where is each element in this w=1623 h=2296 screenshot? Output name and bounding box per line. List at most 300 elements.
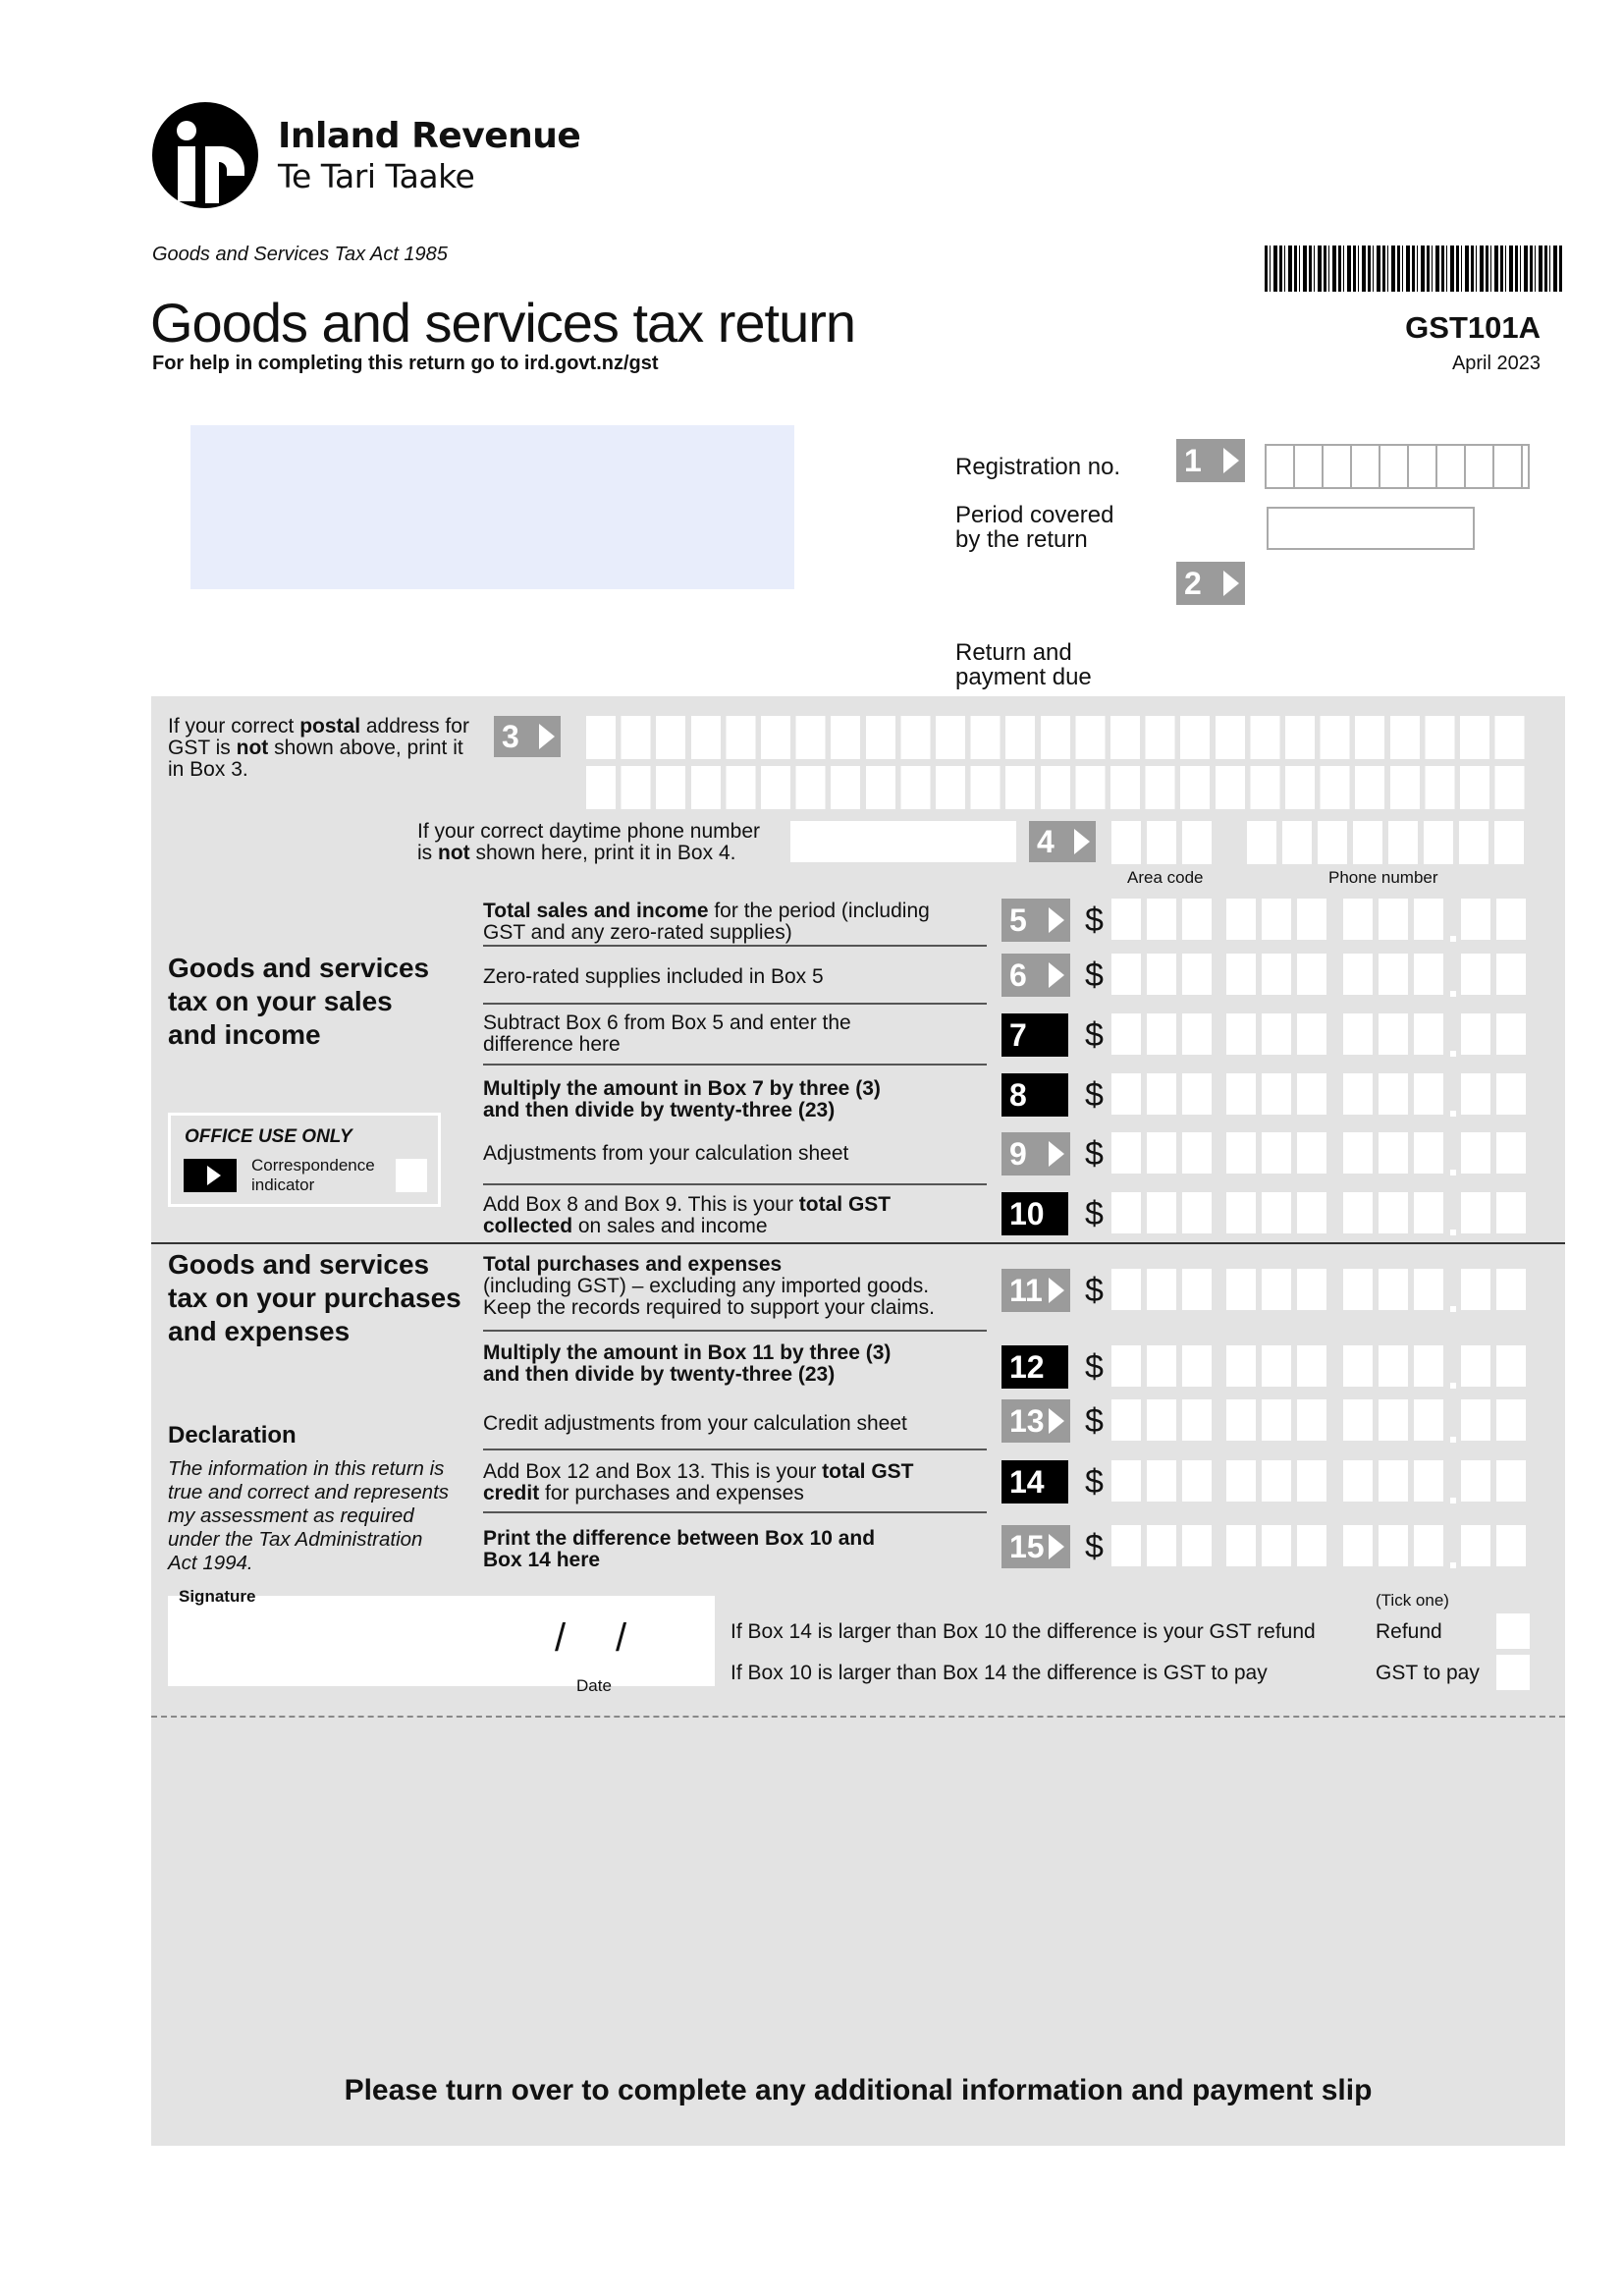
box-13-number: 13 [1009,1403,1045,1439]
digit-cell[interactable] [1111,1345,1141,1387]
digit-cell[interactable] [1414,1073,1443,1115]
box-6-number: 6 [1009,957,1027,993]
box-15-number: 15 [1009,1529,1045,1564]
pay-label: GST to pay [1376,1662,1480,1684]
digit-cell[interactable] [1226,1525,1256,1566]
phone-text: is [417,842,438,864]
help-text: For help in completing this return go to ird.govt.nz/gst [152,353,659,374]
phone-preprint-field [790,821,1016,862]
box-10-text-bold: total GST [798,1193,892,1216]
office-arrow-icon [184,1159,237,1192]
box-13-amount-field[interactable] [1111,1399,1530,1443]
declaration-line: my assessment as required [168,1504,414,1527]
dollar-sign: $ [1085,1272,1104,1309]
act-reference: Goods and Services Tax Act 1985 [152,244,448,265]
postal-text: in Box 3. [168,758,248,781]
decimal-point [1450,1170,1456,1175]
refund-checkbox[interactable] [1496,1613,1530,1649]
section-divider [151,1242,1565,1244]
box-14-amount-field[interactable] [1111,1460,1530,1503]
digit-cell[interactable] [1461,1460,1490,1502]
period-label-line2: by the return [955,526,1088,553]
page-title: Goods and services tax return [150,292,856,354]
digit-cell[interactable] [1414,1132,1443,1174]
digit-cell[interactable] [1182,1073,1212,1115]
date-label: Date [576,1676,612,1695]
digit-cell[interactable] [1182,1269,1212,1310]
box-4-badge [1029,821,1096,862]
digit-cell[interactable] [1147,1013,1176,1055]
postal-text: shown above, print it [268,737,463,759]
decimal-point [1450,1051,1456,1057]
ird-logo [151,101,259,209]
purchases-section-title [168,1248,461,1348]
dollar-sign: $ [1085,1195,1104,1232]
digit-cell[interactable] [1182,954,1212,995]
digit-cell[interactable] [1262,954,1291,995]
box-11-text: Keep the records required to support your claims. [483,1296,935,1319]
barcode [1265,246,1564,292]
box-11-amount-field[interactable] [1111,1269,1530,1312]
period-field[interactable] [1267,507,1475,550]
box-7-text: Subtract Box 6 from Box 5 and enter the [483,1011,851,1034]
box-15-label [483,1528,875,1571]
digit-cell[interactable] [1496,1013,1526,1055]
digit-cell[interactable] [1147,1525,1176,1566]
purchases-title-line: and expenses [168,1316,351,1346]
dollar-sign: $ [1085,1135,1104,1173]
date-slash-2: / [616,1616,627,1660]
box-6-label: Zero-rated supplies included in Box 5 [483,965,824,988]
box-11-label [483,1254,935,1319]
dollar-sign: $ [1085,1348,1104,1386]
due-label-line2: payment due [955,664,1092,690]
sales-title-line: and income [168,1019,321,1050]
digit-cell[interactable] [1147,1073,1176,1115]
box-11-text: (including GST) – excluding any imported goods. [483,1275,930,1297]
digit-cell[interactable] [1297,1192,1326,1233]
box-8-badge [1001,1073,1068,1117]
postal-instruction [168,716,469,781]
digit-cell[interactable] [1461,1132,1490,1174]
phone-text: If your correct daytime phone number [417,820,761,843]
form-code: GST101A [1405,310,1541,345]
area-code-label: Area code [1127,868,1204,887]
box-12-text: Multiply the amount in Box 11 by three (3) [483,1341,892,1364]
digit-cell[interactable] [1226,1192,1256,1233]
sales-title-line: Goods and services [168,953,430,983]
digit-cell[interactable] [1343,1192,1373,1233]
digit-cell[interactable] [1147,1132,1176,1174]
digit-cell[interactable] [1262,1013,1291,1055]
digit-cell[interactable] [1226,1269,1256,1310]
dollar-sign: $ [1085,957,1104,994]
digit-cell[interactable] [1461,1525,1490,1566]
declaration-line: The information in this return is [168,1457,445,1480]
digit-cell[interactable] [1226,899,1256,940]
digit-cell[interactable] [1262,1132,1291,1174]
office-use-box [168,1113,441,1207]
box-7-badge [1001,1013,1068,1057]
box-8-number: 8 [1009,1077,1027,1113]
digit-cell[interactable] [1414,899,1443,940]
postal-text-bold: not [236,737,269,759]
box-4-number: 4 [1037,824,1055,859]
digit-cell[interactable] [1147,954,1176,995]
digit-cell[interactable] [1379,1345,1408,1387]
digit-cell[interactable] [1461,1399,1490,1441]
purchases-title-line: tax on your purchases [168,1283,461,1313]
box-7-label [483,1012,851,1056]
digit-cell[interactable] [1111,899,1141,940]
box-10-text-bold: collected [483,1215,573,1237]
org-name-maori: Te Tari Taake [278,157,475,195]
pay-text: If Box 10 is larger than Box 14 the difference is GST to pay [730,1662,1268,1684]
digit-cell[interactable] [1343,1073,1373,1115]
box-9-amount-field[interactable] [1111,1132,1530,1175]
digit-cell[interactable] [1496,1345,1526,1387]
registration-label: Registration no. [955,454,1121,480]
box-13-badge [1001,1399,1070,1443]
digit-cell[interactable] [1226,954,1256,995]
row-divider [483,1003,987,1005]
digit-cell[interactable] [1414,1460,1443,1502]
box-8-label [483,1078,881,1121]
digit-cell[interactable] [1297,1399,1326,1441]
digit-cell[interactable] [1111,1013,1141,1055]
box-14-text: for purchases and expenses [539,1482,804,1504]
box-14-text: Add Box 12 and Box 13. This is your [483,1460,823,1483]
digit-cell[interactable] [1111,1460,1141,1502]
digit-cell[interactable] [1147,1460,1176,1502]
office-use-title: OFFICE USE ONLY [185,1126,352,1147]
digit-cell[interactable] [1461,899,1490,940]
postal-text: GST is [168,737,237,759]
digit-cell[interactable] [1182,1525,1212,1566]
declaration-line: Act 1994. [168,1552,253,1574]
digit-cell[interactable] [1343,1399,1373,1441]
phone-number-label: Phone number [1328,868,1438,887]
digit-cell[interactable] [1182,1460,1212,1502]
box-10-number: 10 [1009,1196,1045,1231]
box-8-amount-field[interactable] [1111,1073,1530,1117]
due-label [955,640,1092,689]
box-10-text: Add Box 8 and Box 9. This is your [483,1193,799,1216]
digit-cell[interactable] [1414,954,1443,995]
box-14-number: 14 [1009,1464,1045,1500]
digit-cell[interactable] [1111,1192,1141,1233]
ird-logo-icon [151,101,259,209]
box-10-label [483,1194,891,1237]
digit-cell[interactable] [1111,954,1141,995]
digit-cell[interactable] [1226,1013,1256,1055]
digit-cell[interactable] [1414,1269,1443,1310]
decimal-point [1450,1498,1456,1503]
digit-cell[interactable] [1297,1525,1326,1566]
digit-cell[interactable] [1182,1399,1212,1441]
digit-cell[interactable] [1343,1525,1373,1566]
box-15-amount-field[interactable] [1111,1525,1530,1568]
row-divider [483,1330,987,1332]
refund-label: Refund [1376,1620,1442,1643]
digit-cell[interactable] [1147,1399,1176,1441]
dollar-sign: $ [1085,902,1104,939]
digit-cell[interactable] [1414,1345,1443,1387]
box-12-amount-field[interactable] [1111,1345,1530,1389]
digit-cell[interactable] [1461,954,1490,995]
digit-cell[interactable] [1461,1269,1490,1310]
postal-address-line2[interactable] [586,766,1527,809]
phone-instruction [417,821,760,864]
sales-title-line: tax on your sales [168,986,393,1016]
decimal-point [1450,1306,1456,1312]
row-divider [483,1449,987,1450]
digit-cell[interactable] [1461,1073,1490,1115]
postal-address-line1[interactable] [586,716,1527,759]
box-1-number: 1 [1184,443,1202,478]
box-6-amount-field[interactable] [1111,954,1530,997]
declaration-line: true and correct and represents [168,1481,450,1503]
box-2-badge [1176,562,1245,605]
digit-cell[interactable] [1414,1399,1443,1441]
digit-cell[interactable] [1379,1073,1408,1115]
row-divider [483,1511,987,1513]
digit-cell[interactable] [1226,1399,1256,1441]
digit-cell[interactable] [1182,1345,1212,1387]
decimal-point [1450,1383,1456,1389]
correspondence-line: Correspondence [251,1156,375,1175]
digit-cell[interactable] [1111,1269,1141,1310]
area-code-field[interactable] [1111,821,1214,864]
correspondence-label [251,1156,375,1195]
box-10-badge [1001,1192,1068,1235]
row-divider [483,945,987,947]
dollar-sign: $ [1085,1528,1104,1565]
digit-cell[interactable] [1226,1073,1256,1115]
box-10-text: on sales and income [572,1215,768,1237]
org-name: Inland Revenue [278,116,581,156]
digit-cell[interactable] [1379,1269,1408,1310]
digit-cell[interactable] [1496,1192,1526,1233]
digit-cell[interactable] [1262,1345,1291,1387]
declaration-text [168,1457,449,1575]
digit-cell[interactable] [1343,1132,1373,1174]
phone-text-bold: not [438,842,470,864]
digit-cell[interactable] [1379,1132,1408,1174]
box-14-badge [1001,1460,1068,1503]
box-11-number: 11 [1009,1273,1043,1308]
digit-cell[interactable] [1111,1132,1141,1174]
decimal-point [1450,936,1456,942]
dollar-sign: $ [1085,1463,1104,1501]
box-11-text-bold: Total purchases and expenses [483,1253,783,1276]
digit-cell[interactable] [1147,1345,1176,1387]
digit-cell[interactable] [1343,1013,1373,1055]
digit-cell[interactable] [1414,1525,1443,1566]
sales-section-title [168,952,429,1052]
digit-cell[interactable] [1262,1399,1291,1441]
declaration-line: under the Tax Administration [168,1528,423,1551]
decimal-point [1450,1111,1456,1117]
box-5-text-bold: Total sales and income [483,900,709,922]
digit-cell[interactable] [1297,1460,1326,1502]
digit-cell[interactable] [1147,1269,1176,1310]
tick-one-label: (Tick one) [1376,1591,1449,1610]
correspondence-indicator-checkbox[interactable] [396,1159,427,1192]
box-8-text: Multiply the amount in Box 7 by three (3) [483,1077,881,1100]
digit-cell[interactable] [1262,1269,1291,1310]
box-6-badge [1001,954,1070,997]
digit-cell[interactable] [1182,1132,1212,1174]
dollar-sign: $ [1085,1076,1104,1114]
address-window [190,425,794,589]
box-5-amount-field[interactable] [1111,899,1530,942]
box-3-number: 3 [502,719,519,754]
digit-cell[interactable] [1297,899,1326,940]
box-15-badge [1001,1525,1070,1568]
digit-cell[interactable] [1111,1073,1141,1115]
form-date: April 2023 [1451,353,1541,374]
digit-cell[interactable] [1297,1073,1326,1115]
digit-cell[interactable] [1297,1269,1326,1310]
purchases-title-line: Goods and services [168,1249,430,1280]
digit-cell[interactable] [1343,954,1373,995]
period-label [955,503,1113,552]
due-label-line1: Return and [955,639,1072,666]
turn-over-note: Please turn over to complete any additional information and payment slip [344,2074,1373,2106]
digit-cell[interactable] [1111,1525,1141,1566]
box-15-text: Print the difference between Box 10 and [483,1527,876,1550]
signature-date-box[interactable] [168,1596,715,1686]
postal-text-bold: postal [299,715,361,738]
box-12-number: 12 [1009,1349,1045,1385]
box-5-number: 5 [1009,902,1027,938]
gst-to-pay-checkbox[interactable] [1496,1655,1530,1690]
digit-cell[interactable] [1379,1192,1408,1233]
phone-number-field[interactable] [1247,821,1530,864]
phone-text: shown here, print it in Box 4. [469,842,736,864]
box-3-badge [494,716,561,757]
digit-cell[interactable] [1297,954,1326,995]
decimal-point [1450,1437,1456,1443]
box-5-text: GST and any zero-rated supplies) [483,921,792,944]
digit-cell[interactable] [1262,1073,1291,1115]
box-12-badge [1001,1345,1068,1389]
digit-cell[interactable] [1262,1192,1291,1233]
postal-text: If your correct [168,715,300,738]
registration-number-field[interactable] [1265,444,1530,489]
box-7-text: difference here [483,1033,621,1056]
box-5-label [483,901,930,944]
digit-cell[interactable] [1262,899,1291,940]
signature-label: Signature [179,1587,256,1606]
digit-cell[interactable] [1461,1192,1490,1233]
box-9-number: 9 [1009,1136,1027,1172]
digit-cell[interactable] [1111,1399,1141,1441]
digit-cell[interactable] [1496,1073,1526,1115]
box-14-text-bold: total GST [822,1460,914,1483]
digit-cell[interactable] [1461,1345,1490,1387]
digit-cell[interactable] [1496,1399,1526,1441]
digit-cell[interactable] [1147,899,1176,940]
box-12-text: and then divide by twenty-three (23) [483,1363,836,1386]
digit-cell[interactable] [1226,1132,1256,1174]
digit-cell[interactable] [1226,1460,1256,1502]
declaration-title: Declaration [168,1422,297,1449]
box-12-label [483,1342,891,1386]
correspondence-line: indicator [251,1175,315,1194]
box-2-number: 2 [1184,566,1202,601]
box-1-badge [1176,439,1245,482]
box-15-text: Box 14 here [483,1549,601,1571]
box-5-text: for the period (including [708,900,930,922]
digit-cell[interactable] [1297,1013,1326,1055]
digit-cell[interactable] [1182,1013,1212,1055]
digit-cell[interactable] [1226,1345,1256,1387]
box-7-amount-field[interactable] [1111,1013,1530,1057]
digit-cell[interactable] [1262,1525,1291,1566]
digit-cell[interactable] [1182,899,1212,940]
dollar-sign: $ [1085,1016,1104,1054]
box-14-text-bold: credit [483,1482,540,1504]
digit-cell[interactable] [1343,1345,1373,1387]
digit-cell[interactable] [1496,954,1526,995]
digit-cell[interactable] [1262,1460,1291,1502]
box-10-amount-field[interactable] [1111,1192,1530,1235]
digit-cell[interactable] [1379,1013,1408,1055]
box-9-badge [1001,1132,1070,1175]
row-divider [483,1183,987,1185]
postal-text: address for [360,715,469,738]
digit-cell[interactable] [1343,1269,1373,1310]
digit-cell[interactable] [1379,1525,1408,1566]
tear-line [151,1716,1565,1718]
decimal-point [1450,1230,1456,1235]
digit-cell[interactable] [1379,954,1408,995]
decimal-point [1450,1562,1456,1568]
digit-cell[interactable] [1343,1460,1373,1502]
digit-cell[interactable] [1379,899,1408,940]
digit-cell[interactable] [1297,1345,1326,1387]
digit-cell[interactable] [1343,899,1373,940]
box-11-badge [1001,1269,1070,1312]
box-7-number: 7 [1009,1017,1027,1053]
digit-cell[interactable] [1379,1399,1408,1441]
digit-cell[interactable] [1496,1525,1526,1566]
refund-text: If Box 14 is larger than Box 10 the difference is your GST refund [730,1620,1316,1643]
date-slash-1: / [555,1616,567,1660]
dollar-sign: $ [1085,1402,1104,1440]
digit-cell[interactable] [1496,1132,1526,1174]
digit-cell[interactable] [1182,1192,1212,1233]
digit-cell[interactable] [1496,1460,1526,1502]
digit-cell[interactable] [1496,899,1526,940]
digit-cell[interactable] [1414,1013,1443,1055]
box-8-text: and then divide by twenty-three (23) [483,1099,836,1121]
digit-cell[interactable] [1297,1132,1326,1174]
box-9-label: Adjustments from your calculation sheet [483,1142,849,1165]
box-5-badge [1001,899,1070,942]
digit-cell[interactable] [1379,1460,1408,1502]
period-label-line1: Period covered [955,502,1114,528]
digit-cell[interactable] [1496,1269,1526,1310]
box-14-label [483,1461,914,1504]
digit-cell[interactable] [1414,1192,1443,1233]
digit-cell[interactable] [1147,1192,1176,1233]
digit-cell[interactable] [1461,1013,1490,1055]
decimal-point [1450,991,1456,997]
row-divider [483,1064,987,1066]
